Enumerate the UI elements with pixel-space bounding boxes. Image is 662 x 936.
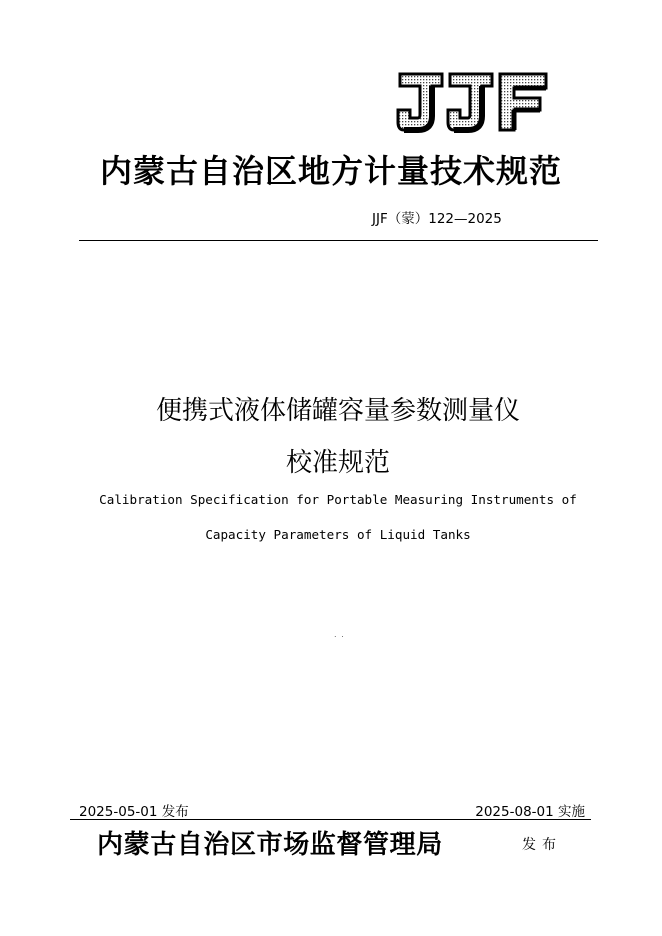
document-title-en-line1: Calibration Specification for Portable Measuring Instruments of bbox=[99, 492, 577, 507]
document-title-cn-line1: 便携式液体储罐容量参数测量仪 bbox=[155, 396, 520, 426]
issuing-authority-suffix: 发布 bbox=[522, 837, 562, 853]
standard-code: JJF（蒙）122—2025 bbox=[372, 211, 502, 227]
decorative-dots: . . bbox=[334, 630, 345, 639]
implementation-date: 2025-08-01 实施 bbox=[475, 804, 585, 820]
issue-date: 2025-05-01 发布 bbox=[79, 804, 189, 820]
issuing-authority: 内蒙古自治区市场监督管理局 bbox=[97, 830, 443, 860]
header-divider bbox=[79, 240, 598, 241]
document-title-cn-line2: 校准规范 bbox=[285, 448, 390, 478]
footer-divider bbox=[70, 819, 591, 820]
document-title-en-line2: Capacity Parameters of Liquid Tanks bbox=[205, 527, 471, 542]
organization-title: 内蒙古自治区地方计量技术规范 bbox=[99, 152, 562, 190]
jjf-logo bbox=[396, 70, 548, 136]
